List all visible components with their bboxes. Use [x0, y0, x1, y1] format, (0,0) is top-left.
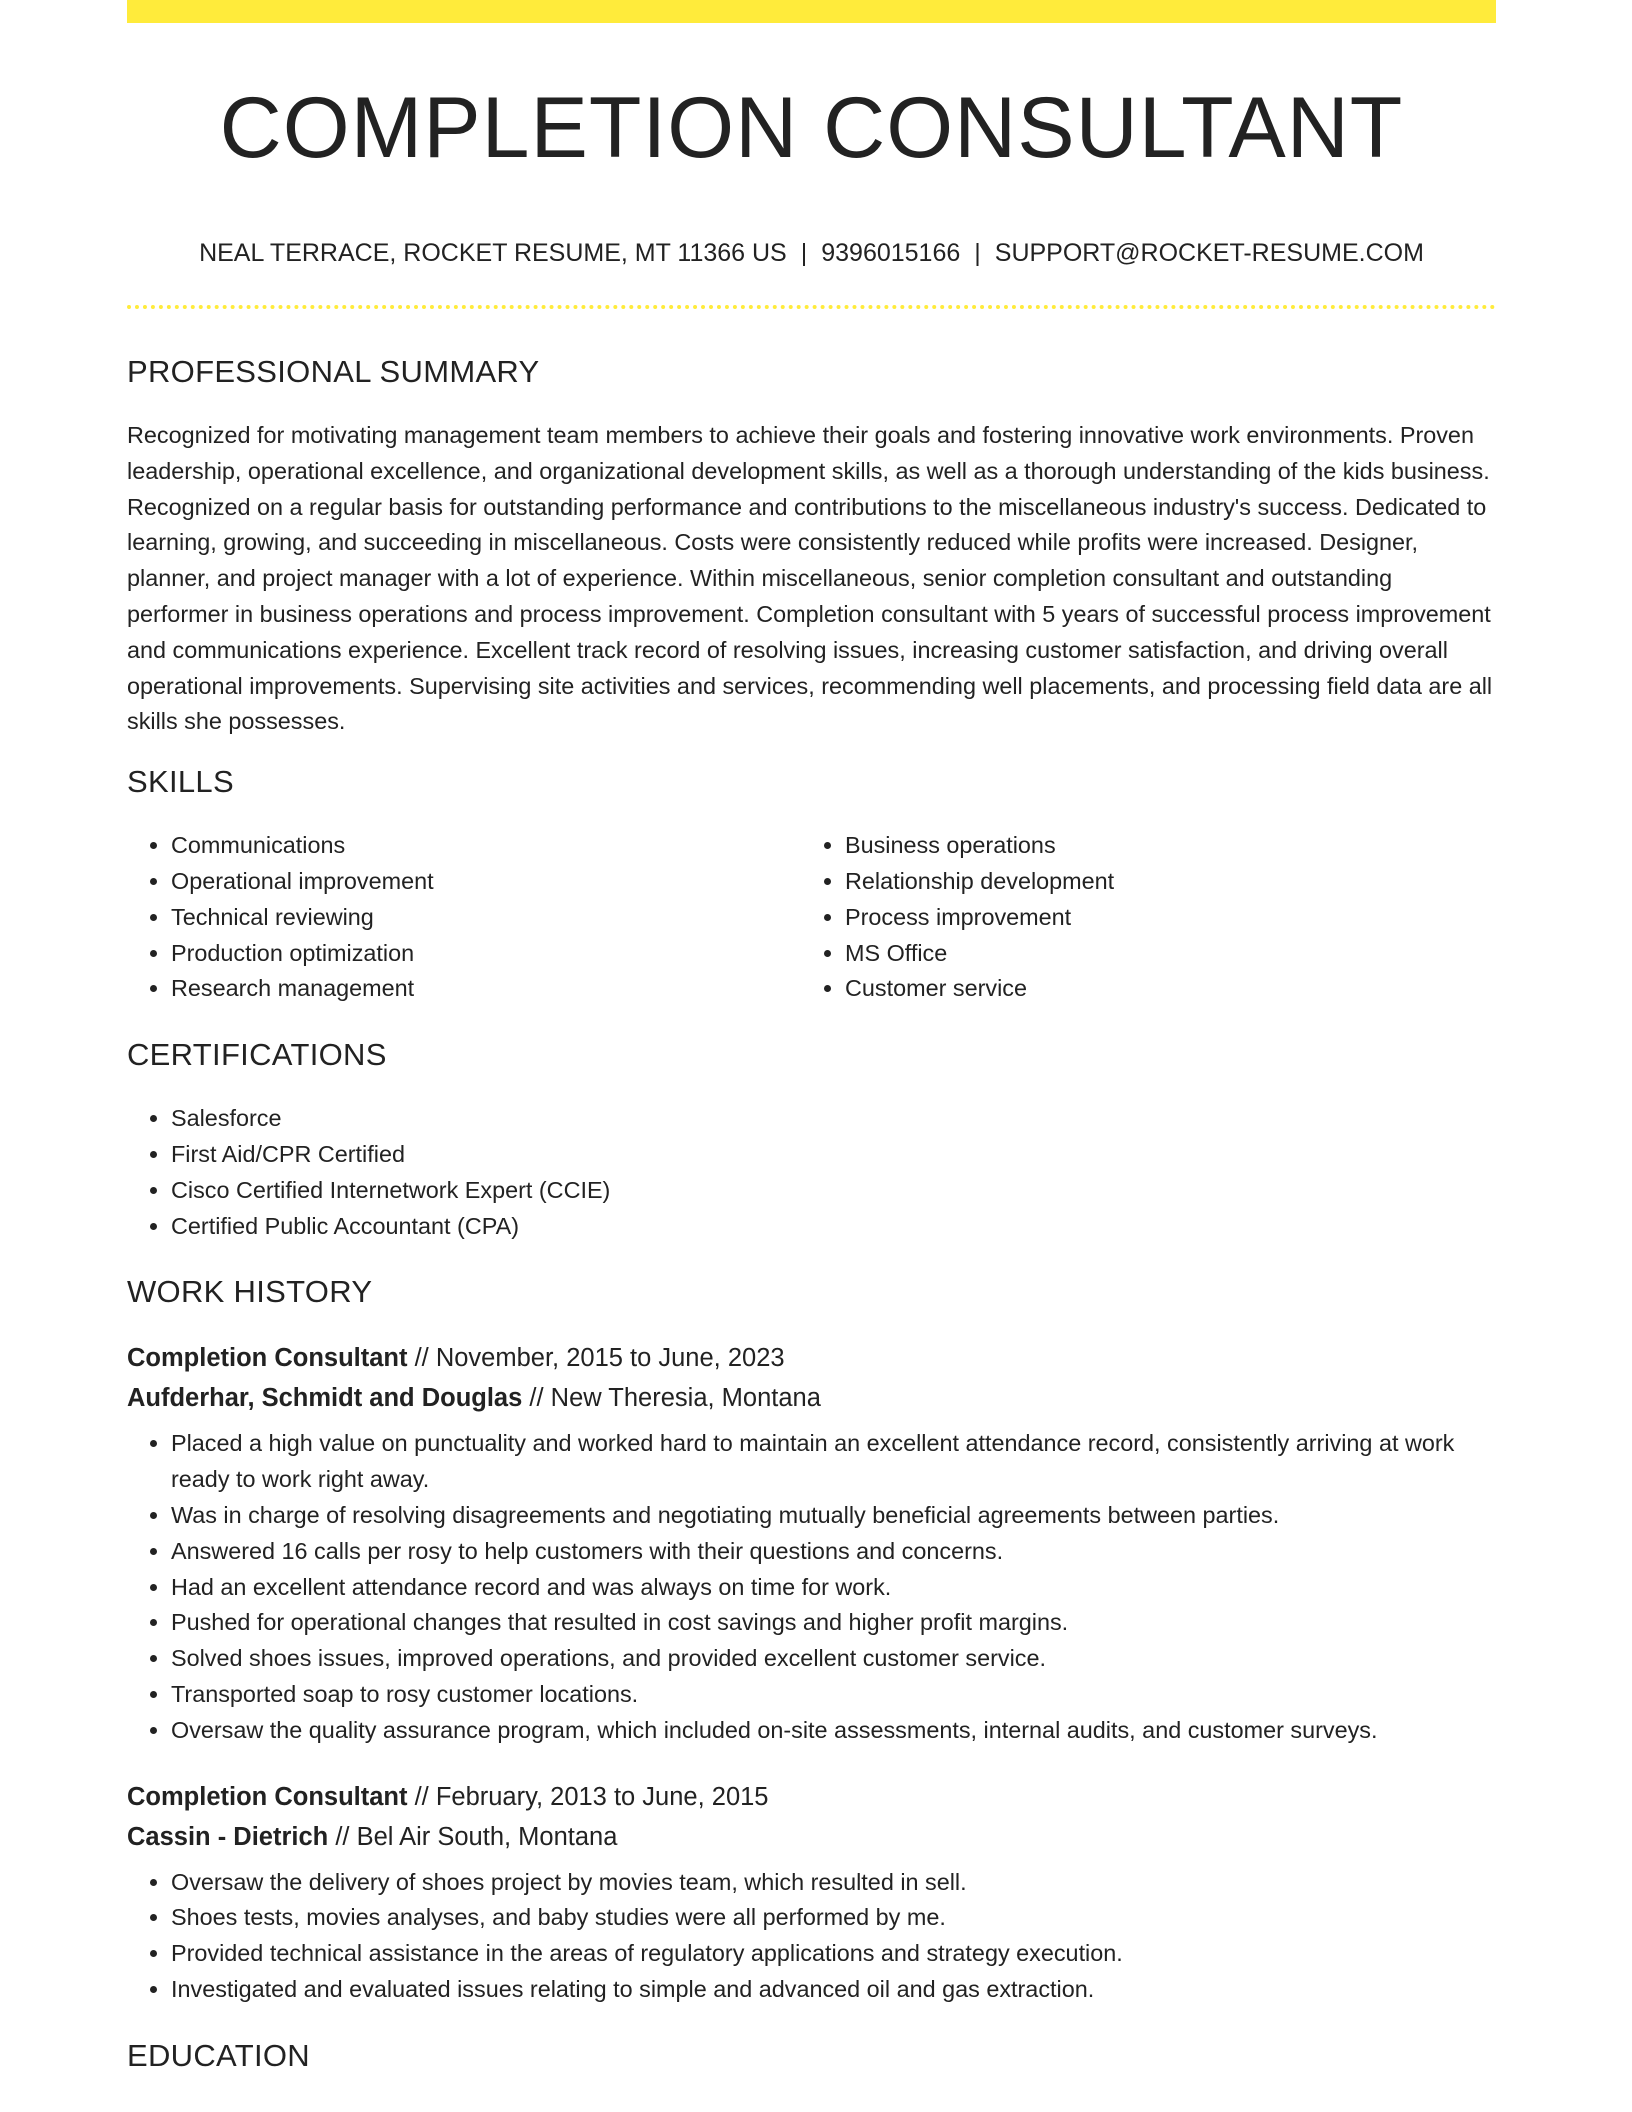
skill-item: • Production optimization: [171, 936, 801, 972]
job-location: // Bel Air South, Montana: [328, 1822, 618, 1851]
job-bullet: • Provided technical assistance in the areas of regulatory applications and strategy execution.: [171, 1936, 1496, 1972]
contact-address: NEAL TERRACE, ROCKET RESUME, MT 11366 US: [199, 239, 787, 267]
summary-heading: PROFESSIONAL SUMMARY: [127, 354, 540, 389]
accent-top-bar: [127, 0, 1496, 23]
certifications-list: [127, 1101, 1496, 1244]
skill-item: • Operational improvement: [171, 864, 801, 900]
job-entry: [127, 1338, 1496, 1748]
contact-separator: |: [974, 239, 981, 267]
job-location: // New Theresia, Montana: [522, 1384, 821, 1413]
job-bullet: • Placed a high value on punctuality and worked hard to maintain an excellent attendance record, consistently arriving at work ready to work right away.: [171, 1426, 1496, 1498]
skill-item: • Relationship development: [845, 864, 1475, 900]
job-bullet: • Was in charge of resolving disagreements and negotiating mutually beneficial agreements between parties.: [171, 1498, 1496, 1534]
skill-item: • Communications: [171, 828, 801, 864]
skills-columns: [127, 828, 1496, 1007]
job-title-line: [127, 1777, 1496, 1817]
certification-item: • Cisco Certified Internetwork Expert (CCIE): [171, 1173, 1496, 1209]
education-section: [127, 2036, 1496, 2076]
summary-text: Recognized for motivating management team members to achieve their goals and fostering innovative work environments. Proven leadership, operational excellence, and organizational development skills, as well as a thorough understanding of the kids business. Recognized on a regular basis for outstanding performance and contributions to the miscellaneous industry's success. Dedicated to learning, growing, and succeeding in miscellaneous. Costs were consistently reduced while profits were increased. Designer, planner, and project manager with a lot of experience. Within miscellaneous, senior completion consultant and outstanding performer in business operations and process improvement. Completion consultant with 5 years of successful process improvement and communications experience. Excellent track record of resolving issues, increasing customer satisfaction, and driving overall operational improvements. Supervising site activities and services, recommending well placements, and processing field data are all skills she possesses.: [127, 422, 1493, 735]
skill-item: • Research management: [171, 971, 801, 1007]
job-bullet: • Shoes tests, movies analyses, and baby studies were all performed by me.: [171, 1900, 1496, 1936]
contact-phone: 9396015166: [821, 239, 961, 267]
job-title: Completion Consultant: [127, 1344, 408, 1373]
job-bullet: • Oversaw the quality assurance program, which included on-site assessments, internal audits, and customer surveys.: [171, 1713, 1496, 1749]
summary-section: [127, 352, 1496, 740]
job-bullet: • Oversaw the delivery of shoes project by movies team, which resulted in sell.: [171, 1865, 1496, 1901]
job-company-line: [127, 1817, 1496, 1857]
skill-item: • Customer service: [845, 971, 1475, 1007]
certifications-section: [127, 1035, 1496, 1244]
job-dates: // February, 2013 to June, 2015: [407, 1782, 769, 1811]
contact-separator: |: [800, 239, 808, 267]
job-bullet: • Pushed for operational changes that resulted in cost savings and higher profit margins.: [171, 1605, 1496, 1641]
job-title: Completion Consultant: [127, 1782, 408, 1811]
job-bullet: • Solved shoes issues, improved operations, and provided excellent customer service.: [171, 1641, 1496, 1677]
skill-item: • Business operations: [845, 828, 1475, 864]
certification-item: • First Aid/CPR Certified: [171, 1137, 1496, 1173]
job-bullet: • Investigated and evaluated issues relating to simple and advanced oil and gas extraction.: [171, 1972, 1496, 2008]
education-heading: EDUCATION: [127, 2037, 310, 2073]
job-company-line: [127, 1378, 1496, 1418]
skills-left-list: [127, 828, 801, 1007]
skill-item: • MS Office: [845, 936, 1475, 972]
skill-item: • Process improvement: [845, 900, 1475, 936]
contact-email[interactable]: SUPPORT@ROCKET-RESUME.COM: [994, 239, 1424, 267]
job-title-line: [127, 1338, 1496, 1378]
job-entry: [127, 1777, 1496, 2008]
certification-item: • Salesforce: [171, 1101, 1496, 1137]
job-company: Aufderhar, Schmidt and Douglas: [127, 1384, 523, 1413]
dotted-divider: [127, 305, 1496, 309]
job-bullet: • Transported soap to rosy customer locations.: [171, 1677, 1496, 1713]
resume-body: [127, 352, 1496, 2102]
work-history-section: [127, 1272, 1496, 2007]
job-bullet: • Had an excellent attendance record and was always on time for work.: [171, 1570, 1496, 1606]
skills-section: [127, 762, 1496, 1007]
skills-right-list: [801, 828, 1475, 1007]
skills-heading: SKILLS: [127, 764, 234, 800]
contact-line: [127, 236, 1496, 270]
job-bullets: [127, 1426, 1496, 1748]
job-bullets: [127, 1865, 1496, 2008]
skill-item: • Technical reviewing: [171, 900, 801, 936]
certification-item: • Certified Public Accountant (CPA): [171, 1209, 1496, 1245]
job-bullet: • Answered 16 calls per rosy to help customers with their questions and concerns.: [171, 1534, 1496, 1570]
job-dates: // November, 2015 to June, 2023: [407, 1344, 785, 1373]
resume-name: COMPLETION CONSULTANT: [219, 80, 1404, 176]
job-company: Cassin - Dietrich: [127, 1822, 329, 1851]
certifications-heading: CERTIFICATIONS: [127, 1037, 387, 1073]
work-history-heading: WORK HISTORY: [127, 1274, 373, 1310]
